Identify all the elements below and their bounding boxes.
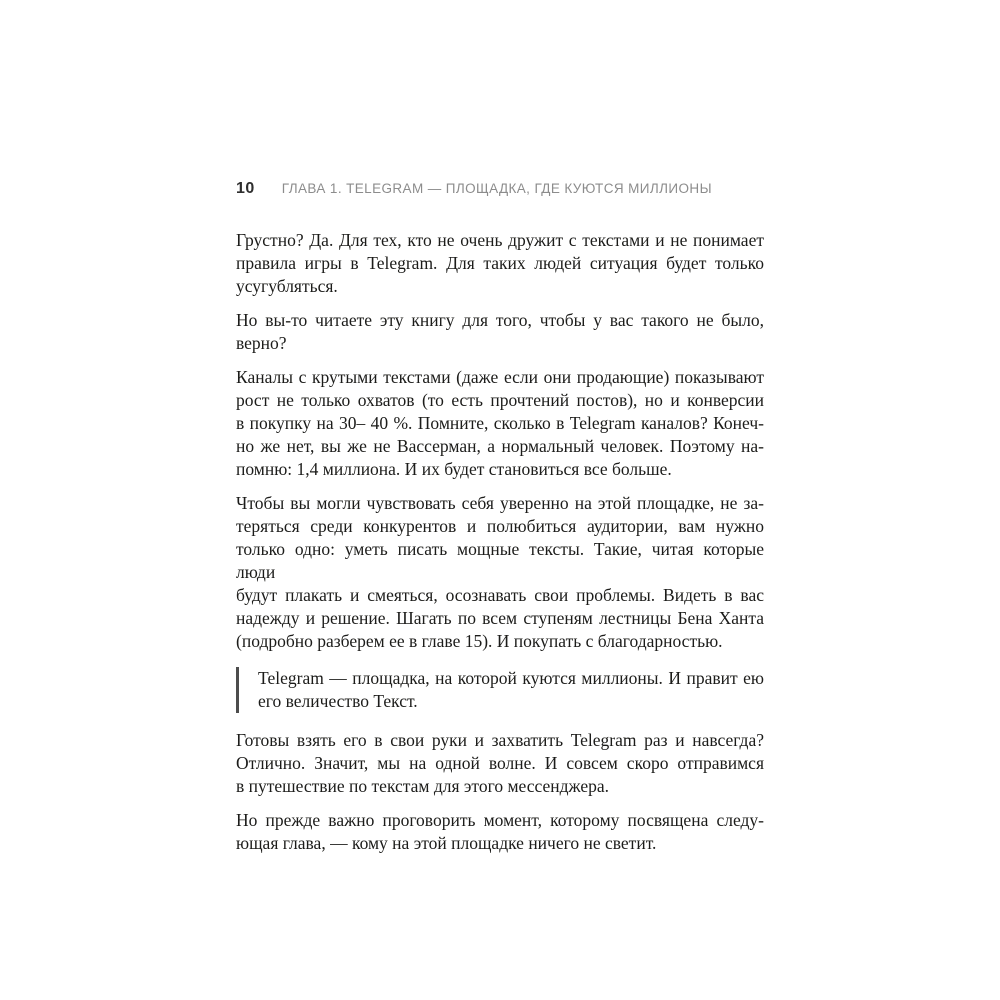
page-content bbox=[236, 180, 764, 866]
text-line: Отлично. Значит, мы на одной волне. И совсем скоро отправимся bbox=[236, 753, 764, 773]
text-line: только одно: уметь писать мощные тексты. Такие, читая которые люди bbox=[236, 539, 764, 582]
paragraph bbox=[236, 229, 764, 298]
text-line: рост не только охватов (то есть прочтений постов), но и конверсии bbox=[236, 390, 764, 410]
text-line: в покупку на 30– 40 %. Помните, сколько в Telegram каналов? Конеч- bbox=[236, 413, 764, 433]
text-line: ющая глава, — кому на этой площадке ничего не светит. bbox=[236, 833, 657, 853]
page-body bbox=[236, 229, 764, 855]
text-line: верно? bbox=[236, 333, 287, 353]
text-line: Но прежде важно проговорить момент, которому посвящена следу- bbox=[236, 810, 764, 830]
page-header bbox=[236, 180, 764, 198]
text-line: Telegram — площадка, на которой куются миллионы. И правит ею bbox=[258, 668, 764, 688]
text-line: в путешествие по текстам для этого мессенджера. bbox=[236, 776, 610, 796]
paragraph bbox=[236, 366, 764, 481]
paragraph bbox=[236, 729, 764, 798]
text-line: Готовы взять его в свои руки и захватить Telegram раз и навсегда? bbox=[236, 730, 764, 750]
text-line: Чтобы вы могли чувствовать себя уверенно на этой площадке, не за- bbox=[236, 493, 764, 513]
paragraph bbox=[236, 309, 764, 355]
text-line: будут плакать и смеяться, осознавать свои проблемы. Видеть в вас bbox=[236, 585, 764, 605]
text-line: надежду и решение. Шагать по всем ступеням лестницы Бена Ханта bbox=[236, 608, 764, 628]
page-number: 10 bbox=[236, 180, 255, 197]
text-line: но же нет, вы же не Вассерман, а нормальный человек. Поэтому на- bbox=[236, 436, 764, 456]
text-line: его величество Текст. bbox=[258, 691, 418, 711]
blockquote bbox=[236, 667, 764, 713]
text-line: правила игры в Telegram. Для таких людей ситуация будет только bbox=[236, 253, 764, 273]
text-line: помню: 1,4 миллиона. И их будет становиться все больше. bbox=[236, 459, 672, 479]
text-line: Но вы-то читаете эту книгу для того, чтобы у вас такого не было, bbox=[236, 310, 764, 330]
text-line: усугубляться. bbox=[236, 276, 338, 296]
text-line: Каналы с крутыми текстами (даже если они продающие) показывают bbox=[236, 367, 764, 387]
text-line: (подробно разберем ее в главе 15). И покупать с благодарностью. bbox=[236, 631, 723, 651]
paragraph bbox=[236, 809, 764, 855]
paragraph bbox=[236, 492, 764, 653]
running-title: ГЛАВА 1. TELEGRAM — ПЛОЩАДКА, ГДЕ КУЮТСЯ МИЛЛИОНЫ bbox=[281, 181, 712, 196]
text-line: Грустно? Да. Для тех, кто не очень дружит с текстами и не понимает bbox=[236, 230, 764, 250]
text-line: теряться среди конкурентов и полюбиться аудитории, вам нужно bbox=[236, 516, 764, 536]
